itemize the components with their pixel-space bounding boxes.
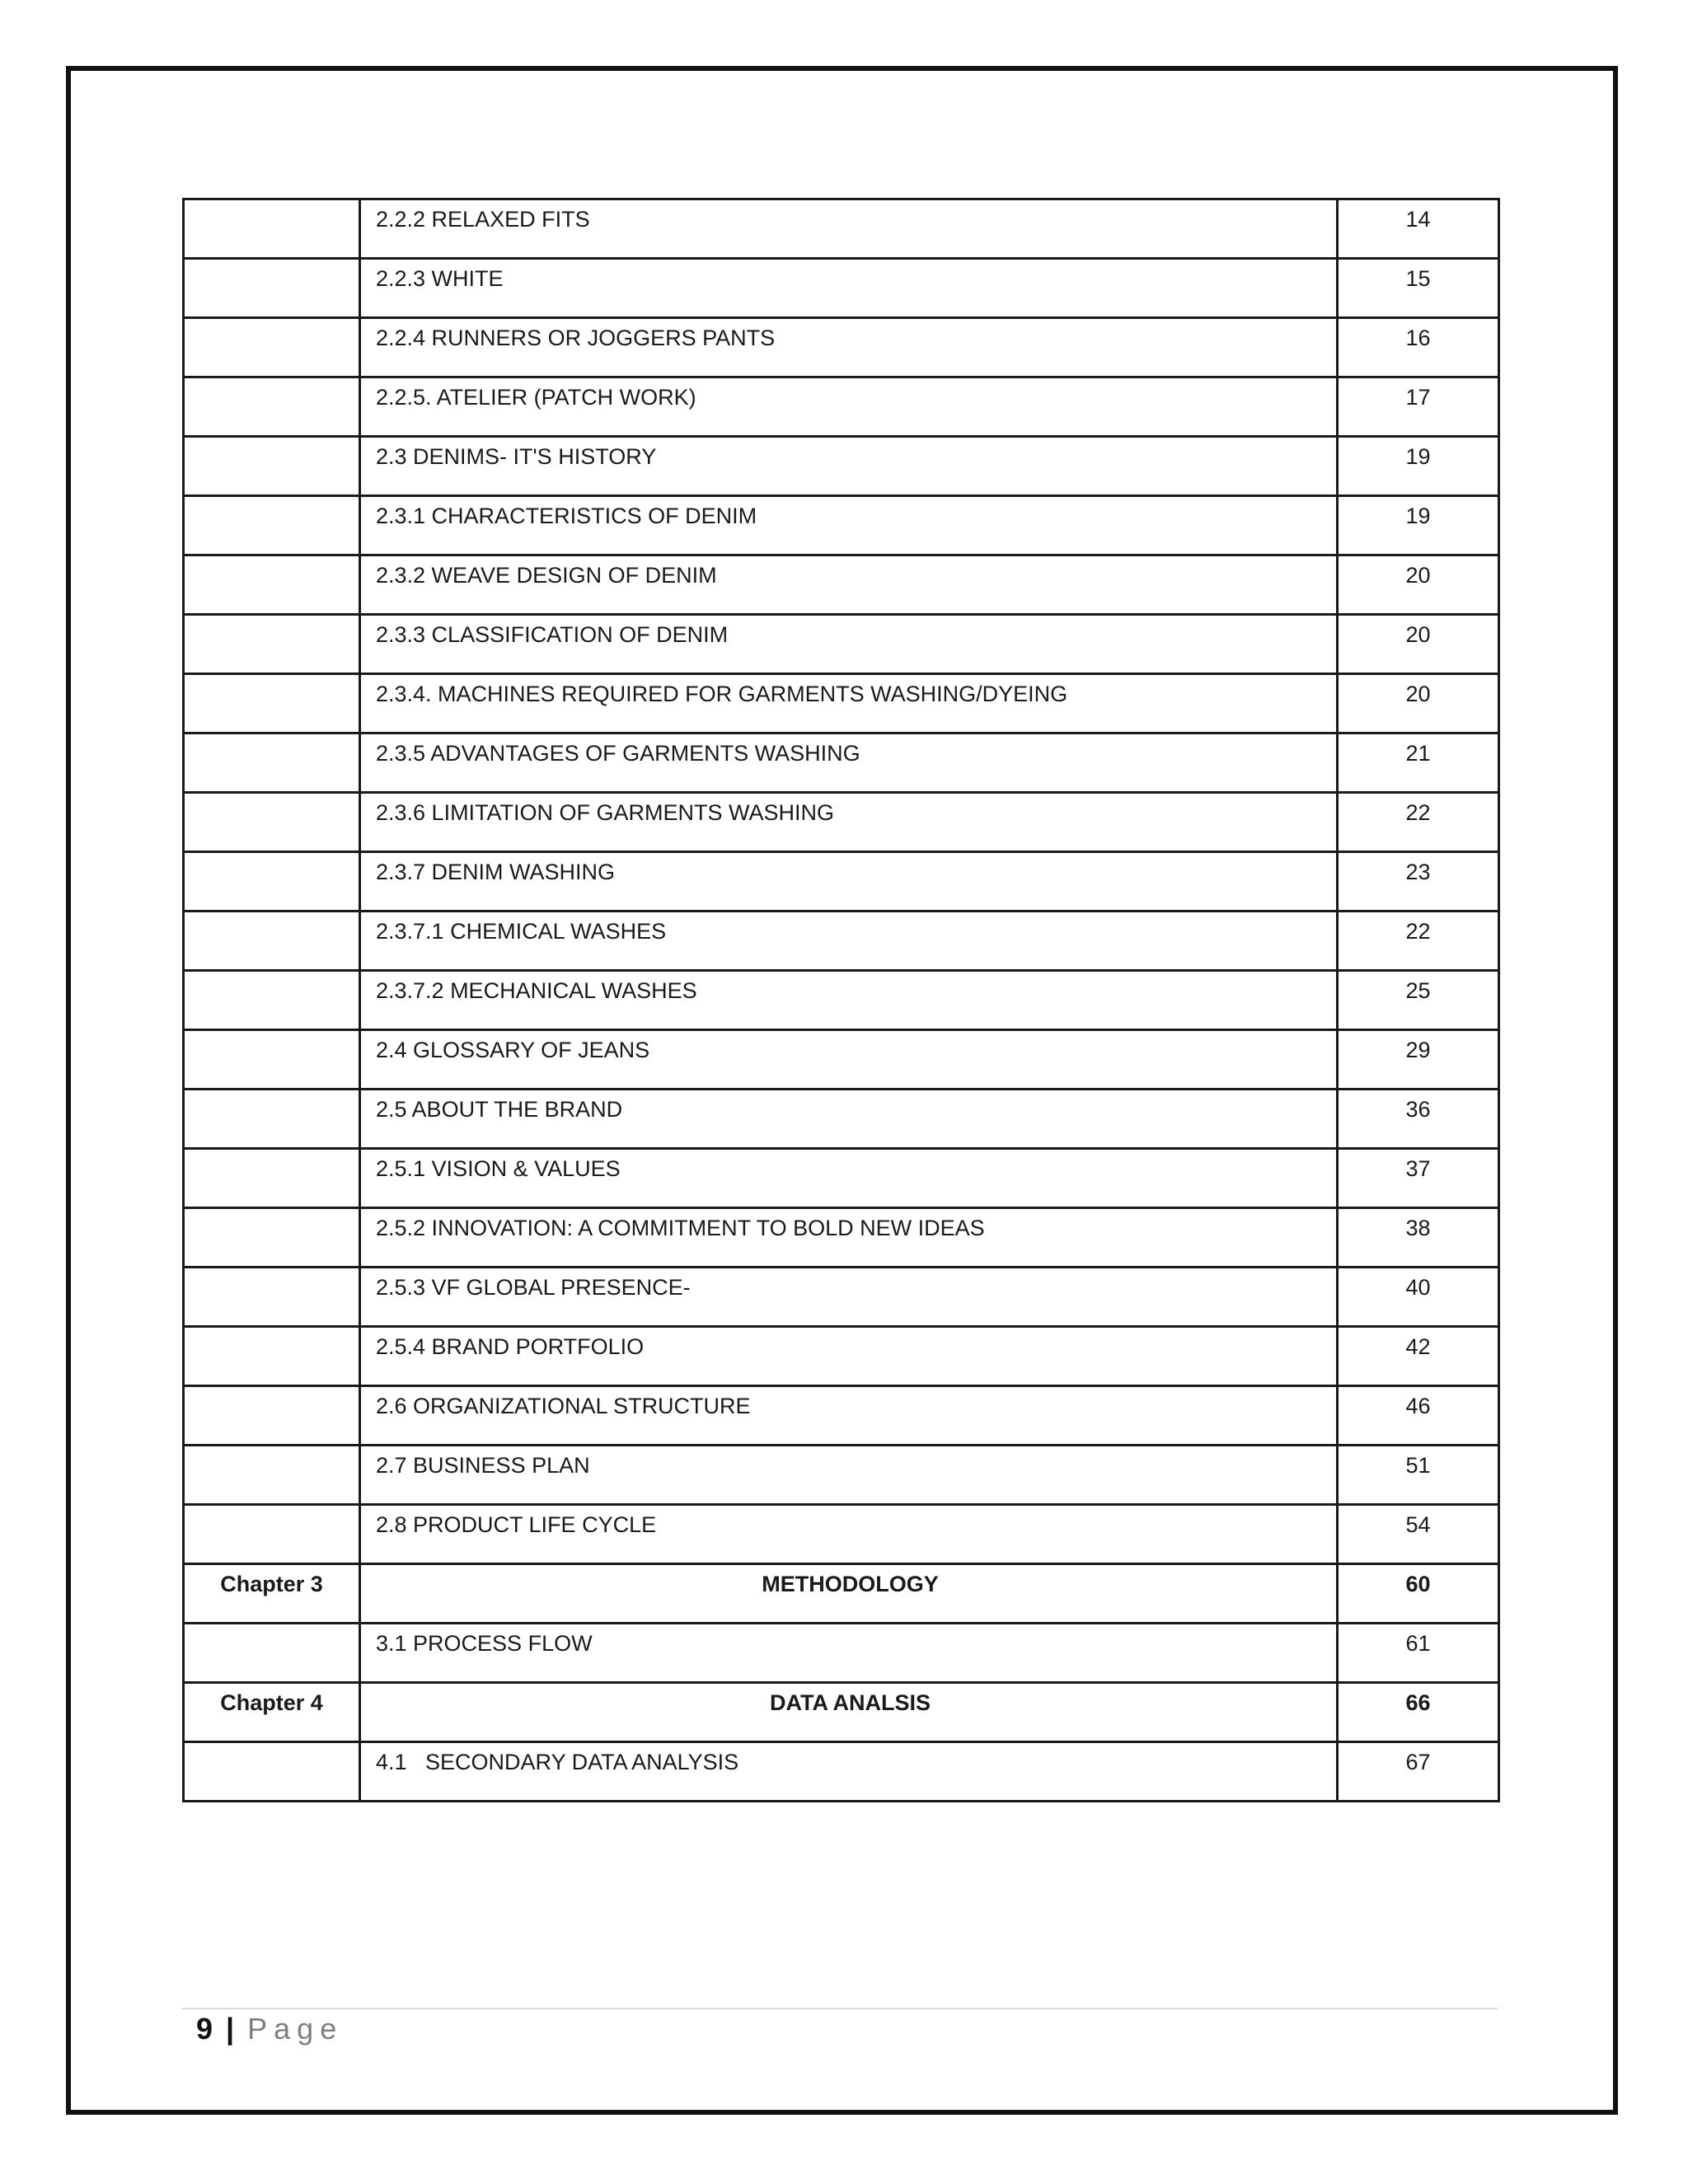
chapter-cell	[184, 1268, 360, 1327]
table-row	[184, 971, 1499, 1030]
section-title-cell: 2.2.2 RELAXED FITS	[360, 199, 1338, 259]
page-number-cell: 25	[1338, 971, 1499, 1030]
section-title-cell: 2.2.4 RUNNERS OR JOGGERS PANTS	[360, 318, 1338, 377]
page-number-cell: 36	[1338, 1090, 1499, 1149]
chapter-cell	[184, 1624, 360, 1683]
section-title-cell: 2.5.4 BRAND PORTFOLIO	[360, 1327, 1338, 1386]
chapter-cell	[184, 1386, 360, 1446]
section-title-cell: 2.3 DENIMS- IT'S HISTORY	[360, 437, 1338, 496]
chapter-cell	[184, 377, 360, 437]
chapter-cell	[184, 1505, 360, 1564]
section-title-cell: 2.3.3 CLASSIFICATION OF DENIM	[360, 615, 1338, 674]
chapter-cell	[184, 1742, 360, 1802]
section-title-cell: 2.3.6 LIMITATION OF GARMENTS WASHING	[360, 793, 1338, 852]
table-row	[184, 259, 1499, 318]
table-row	[184, 793, 1499, 852]
page-footer	[196, 2011, 343, 2047]
section-title-cell: 2.8 PRODUCT LIFE CYCLE	[360, 1505, 1338, 1564]
page-number-cell: 22	[1338, 793, 1499, 852]
page-number-cell: 14	[1338, 199, 1499, 259]
chapter-cell	[184, 852, 360, 912]
table-row	[184, 1742, 1499, 1802]
page-number-cell: 46	[1338, 1386, 1499, 1446]
chapter-title-cell: METHODOLOGY	[360, 1564, 1338, 1624]
section-title-cell: 2.5 ABOUT THE BRAND	[360, 1090, 1338, 1149]
table-row	[184, 377, 1499, 437]
chapter-cell: Chapter 4	[184, 1683, 360, 1742]
page-number-cell: 20	[1338, 674, 1499, 733]
table-row	[184, 674, 1499, 733]
section-title-cell: 2.3.5 ADVANTAGES OF GARMENTS WASHING	[360, 733, 1338, 793]
table-row	[184, 1505, 1499, 1564]
section-title-cell: 2.3.4. MACHINES REQUIRED FOR GARMENTS WASHING/DYEING	[360, 674, 1338, 733]
section-title-cell: 2.3.7 DENIM WASHING	[360, 852, 1338, 912]
chapter-cell: Chapter 3	[184, 1564, 360, 1624]
page-label: Page	[247, 2012, 344, 2046]
section-title-cell: 2.4 GLOSSARY OF JEANS	[360, 1030, 1338, 1090]
chapter-cell	[184, 1030, 360, 1090]
table-row	[184, 1268, 1499, 1327]
section-title-cell: 2.2.5. ATELIER (PATCH WORK)	[360, 377, 1338, 437]
section-title-cell: 2.7 BUSINESS PLAN	[360, 1446, 1338, 1505]
section-title-cell: 2.6 ORGANIZATIONAL STRUCTURE	[360, 1386, 1338, 1446]
page-number-cell: 51	[1338, 1446, 1499, 1505]
chapter-title-cell: DATA ANALSIS	[360, 1683, 1338, 1742]
section-title-cell: 2.5.1 VISION & VALUES	[360, 1149, 1338, 1208]
page-number-cell: 15	[1338, 259, 1499, 318]
table-row	[184, 1386, 1499, 1446]
page-number-cell: 37	[1338, 1149, 1499, 1208]
table-row	[184, 852, 1499, 912]
chapter-cell	[184, 615, 360, 674]
page-number-cell: 23	[1338, 852, 1499, 912]
chapter-cell	[184, 971, 360, 1030]
chapter-cell	[184, 496, 360, 555]
table-of-contents	[182, 198, 1500, 1802]
table-row	[184, 496, 1499, 555]
page-number-cell: 22	[1338, 912, 1499, 971]
section-title-cell: 2.3.7.2 MECHANICAL WASHES	[360, 971, 1338, 1030]
chapter-cell	[184, 674, 360, 733]
page-number-cell: 19	[1338, 496, 1499, 555]
table-row	[184, 1446, 1499, 1505]
chapter-cell	[184, 1149, 360, 1208]
chapter-cell	[184, 912, 360, 971]
page-number-cell: 61	[1338, 1624, 1499, 1683]
section-title-cell: 2.5.2 INNOVATION: A COMMITMENT TO BOLD NEW IDEAS	[360, 1208, 1338, 1268]
table-row	[184, 1624, 1499, 1683]
chapter-cell	[184, 1208, 360, 1268]
chapter-cell	[184, 1327, 360, 1386]
footer-separator: |	[226, 2012, 235, 2046]
chapter-cell	[184, 733, 360, 793]
page-number-cell: 40	[1338, 1268, 1499, 1327]
chapter-cell	[184, 555, 360, 615]
page-number-cell: 38	[1338, 1208, 1499, 1268]
chapter-cell	[184, 1090, 360, 1149]
table-row	[184, 912, 1499, 971]
section-title-cell: 2.2.3 WHITE	[360, 259, 1338, 318]
chapter-cell	[184, 259, 360, 318]
table-row	[184, 733, 1499, 793]
section-title-cell: 4.1 SECONDARY DATA ANALYSIS	[360, 1742, 1338, 1802]
chapter-cell	[184, 793, 360, 852]
page-number-cell: 17	[1338, 377, 1499, 437]
table-row	[184, 437, 1499, 496]
page-number-cell: 54	[1338, 1505, 1499, 1564]
table-row	[184, 615, 1499, 674]
section-title-cell: 2.3.7.1 CHEMICAL WASHES	[360, 912, 1338, 971]
page-number-cell: 60	[1338, 1564, 1499, 1624]
table-row	[184, 1090, 1499, 1149]
table-row	[184, 1327, 1499, 1386]
chapter-cell	[184, 437, 360, 496]
table-row	[184, 199, 1499, 259]
page-number-cell: 66	[1338, 1683, 1499, 1742]
table-row	[184, 318, 1499, 377]
page-number-cell: 67	[1338, 1742, 1499, 1802]
page-number-cell: 42	[1338, 1327, 1499, 1386]
footer-divider	[182, 2008, 1498, 2009]
table-row	[184, 1149, 1499, 1208]
page-number: 9	[196, 2012, 213, 2046]
toc-body	[184, 199, 1499, 1802]
page-number-cell: 16	[1338, 318, 1499, 377]
page-number-cell: 29	[1338, 1030, 1499, 1090]
section-title-cell: 2.3.1 CHARACTERISTICS OF DENIM	[360, 496, 1338, 555]
section-title-cell: 3.1 PROCESS FLOW	[360, 1624, 1338, 1683]
section-title-cell: 2.3.2 WEAVE DESIGN OF DENIM	[360, 555, 1338, 615]
table-row	[184, 1208, 1499, 1268]
page-number-cell: 19	[1338, 437, 1499, 496]
page-number-cell: 20	[1338, 555, 1499, 615]
table-row	[184, 555, 1499, 615]
section-title-cell: 2.5.3 VF GLOBAL PRESENCE-	[360, 1268, 1338, 1327]
chapter-cell	[184, 1446, 360, 1505]
page-number-cell: 20	[1338, 615, 1499, 674]
chapter-row	[184, 1564, 1499, 1624]
chapter-cell	[184, 199, 360, 259]
chapter-row	[184, 1683, 1499, 1742]
table-row	[184, 1030, 1499, 1090]
chapter-cell	[184, 318, 360, 377]
page-number-cell: 21	[1338, 733, 1499, 793]
